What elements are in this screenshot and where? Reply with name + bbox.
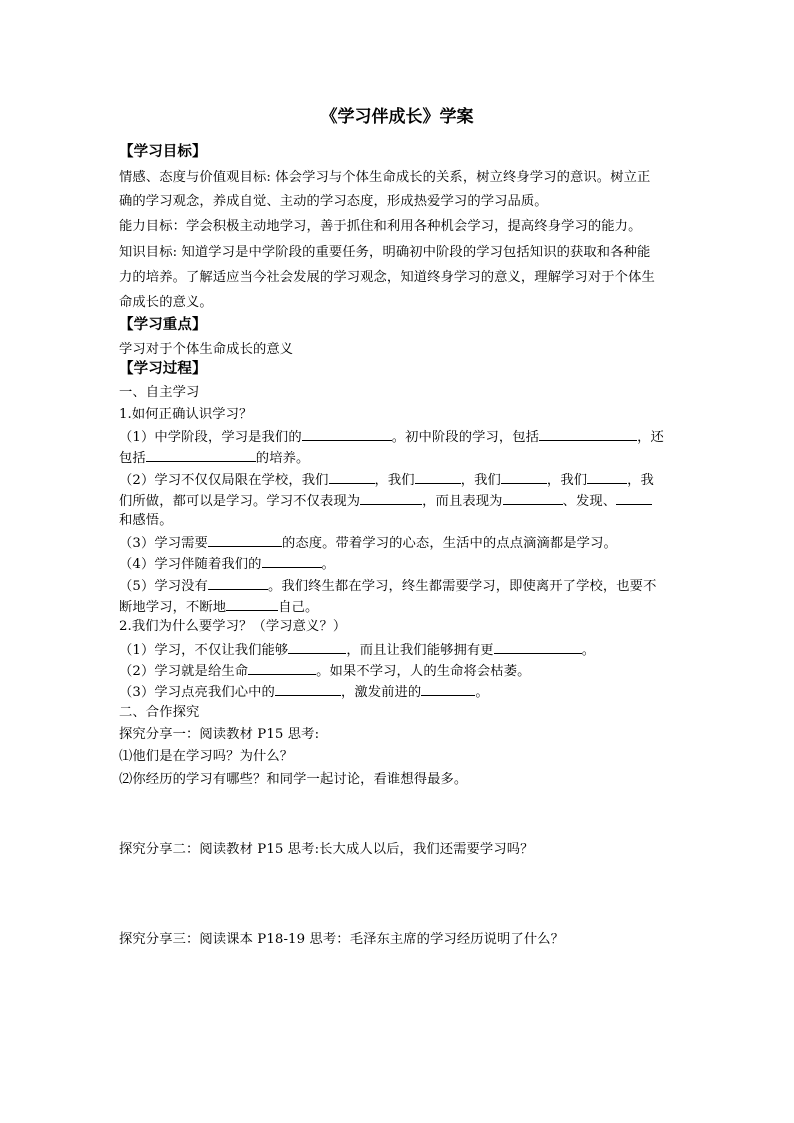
goal-emotion-line-2: 确的学习观念，养成自觉、主动的学习态度，形成热爱学习的学习品质。 xyxy=(119,194,548,209)
q1-item-1-line-1: （1）中学阶段，学习是我们的 。初中阶段的学习，包括 ，还 xyxy=(119,426,679,448)
blank-field[interactable] xyxy=(288,639,346,654)
blank-field[interactable] xyxy=(501,469,547,484)
blank-field[interactable] xyxy=(329,469,375,484)
exploration-1: 探究分享一：阅读教材 P15 思考: xyxy=(119,727,320,742)
exploration-1-question-1: ⑴他们是在学习吗？为什么？ xyxy=(119,749,294,764)
goal-knowledge-line-1: 知识目标: 知道学习是中学阶段的重要任务，明确初中阶段的学习包括知识的获取和各种能 xyxy=(119,245,651,260)
part-one-heading: 一、自主学习 xyxy=(119,385,200,400)
blank-field[interactable] xyxy=(275,681,341,696)
q2-item-2: （2）学习就是给生命 。如果不学习，人的生命将会枯萎。 xyxy=(119,660,679,682)
section-heading-process: 【学习过程】 xyxy=(119,360,207,377)
q1-item-2-line-2: 们所做，都可以是学习。学习不仅表现为 ，而且表现为 、发现、 xyxy=(119,490,679,512)
q1-item-2-line-3: 和感悟。 xyxy=(119,513,173,528)
document-title: 《学习伴成长》学案 xyxy=(320,107,474,127)
blank-field[interactable] xyxy=(415,469,461,484)
blank-field[interactable] xyxy=(146,447,256,462)
blank-field[interactable] xyxy=(226,596,278,611)
blank-field[interactable] xyxy=(208,575,268,590)
q1-item-5-line-2: 断地学习，不断地 自己。 xyxy=(119,596,679,618)
blank-field[interactable] xyxy=(302,426,392,441)
blank-field[interactable] xyxy=(616,490,652,505)
blank-field[interactable] xyxy=(421,681,475,696)
part-two-heading: 二、合作探究 xyxy=(119,705,200,720)
goal-emotion-line-1: 情感、态度与价值观目标: 体会学习与个体生命成长的关系，树立终身学习的意识。树立正 xyxy=(119,170,651,185)
goal-ability: 能力目标：学会积极主动地学习，善于抓住和利用各种机会学习，提高终身学习的能力。 xyxy=(119,219,642,234)
q1-item-2-line-1: （2）学习不仅仅局限在学校，我们 ，我们 ，我们 ，我们 ，我 xyxy=(119,469,679,491)
exploration-3: 探究分享三：阅读课本 P18-19 思考：毛泽东主席的学习经历说明了什么？ xyxy=(119,932,565,947)
blank-field[interactable] xyxy=(539,426,637,441)
blank-field[interactable] xyxy=(262,553,322,568)
blank-field[interactable] xyxy=(503,490,563,505)
section-heading-goals: 【学习目标】 xyxy=(119,143,207,160)
goal-knowledge-line-3: 命成长的意义。 xyxy=(119,295,213,310)
question-1: 1.如何正确认识学习？ xyxy=(119,407,253,422)
q1-item-5-line-1: （5）学习没有 。我们终生都在学习，终生都需要学习，即使离开了学校，也要不 xyxy=(119,575,679,597)
q1-item-4: （4）学习伴随着我们的 。 xyxy=(119,553,679,575)
goal-knowledge-line-2: 力的培养。了解适应当今社会发展的学习观念，知道终身学习的意义，理解学习对于个体生 xyxy=(119,270,655,285)
blank-field[interactable] xyxy=(587,469,627,484)
keypoint-text: 学习对于个体生命成长的意义 xyxy=(119,342,294,357)
q2-item-3: （3）学习点亮我们心中的 ，激发前进的 。 xyxy=(119,681,679,703)
blank-field[interactable] xyxy=(360,490,422,505)
blank-field[interactable] xyxy=(494,639,582,654)
blank-field[interactable] xyxy=(208,532,282,547)
exploration-2: 探究分享二：阅读教材 P15 思考:长大成人以后，我们还需要学习吗？ xyxy=(119,842,534,857)
q1-item-1-line-2: 包括 的培养。 xyxy=(119,447,679,469)
question-2: 2.我们为什么要学习？（学习意义？） xyxy=(119,619,347,634)
section-heading-keypoint: 【学习重点】 xyxy=(119,316,207,333)
q1-item-3: （3）学习需要 的态度。带着学习的心态，生活中的点点滴滴都是学习。 xyxy=(119,532,679,554)
q2-item-1: （1）学习，不仅让我们能够 ，而且让我们能够拥有更 。 xyxy=(119,639,679,661)
exploration-1-question-2: ⑵你经历的学习有哪些？和同学一起讨论，看谁想得最多。 xyxy=(119,772,468,787)
blank-field[interactable] xyxy=(248,660,316,675)
